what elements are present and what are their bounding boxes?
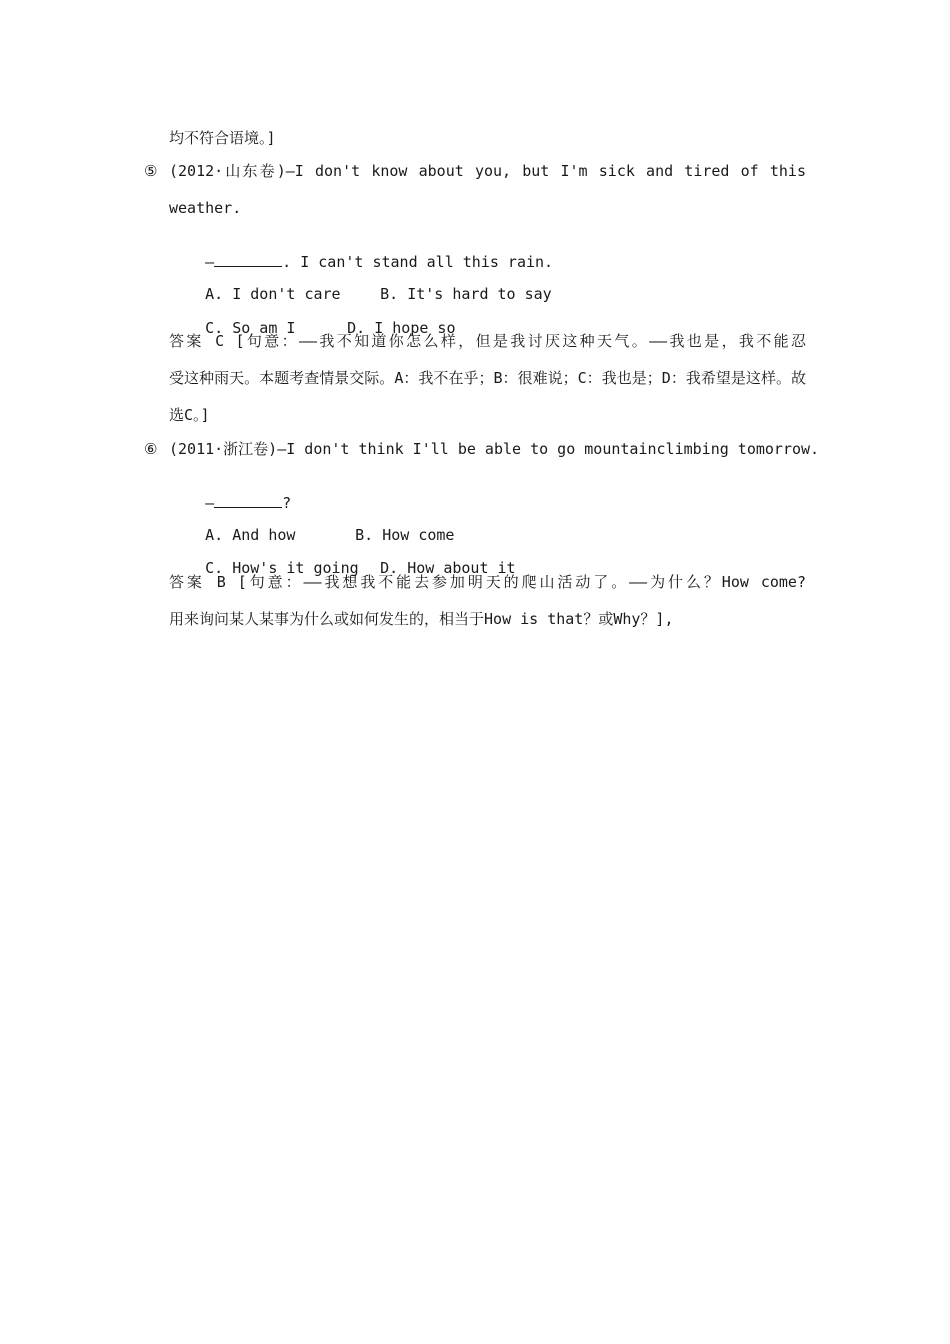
question-6-options-row2 [169, 538, 516, 577]
question-5-reply [169, 231, 554, 271]
reply-text: . I can't stand all this rain. [282, 253, 554, 271]
question-6-answer-line1: 答案 B [句意：——我想我不能去参加明天的爬山活动了。——为什么？How come? [169, 573, 806, 591]
option-c: C. So am I [205, 319, 296, 337]
question-5-options-row2 [169, 298, 456, 337]
option-a: A. And how [205, 526, 296, 544]
option-d: D. I hope so [347, 319, 456, 337]
option-a: A. I don't care [205, 285, 341, 303]
question-6-options-row1 [169, 505, 455, 544]
question-5-prompt-line1: (2012·山东卷)—I don't know about you, but I'm sick and tired of this [169, 162, 806, 180]
question-6-prompt-line1: (2011·浙江卷)—I don't think I'll be able to go mountainclimbing tomorrow. [169, 440, 820, 458]
question-5-answer-line2: 受这种雨天。本题考查情景交际。A：我不在乎；B：很难说；C：我也是；D：我希望是这样。故 [169, 369, 806, 387]
question-6-marker: ⑥ [144, 440, 158, 458]
question-5-marker: ⑤ [144, 162, 158, 180]
question-5-prompt-line2: weather. [169, 199, 242, 217]
question-6-answer-line2: 用来询问某人某事为什么或如何发生的，相当于How is that？或Why？], [169, 610, 674, 628]
option-b: B. How come [355, 526, 455, 544]
previous-answer-tail: 均不符合语境。] [169, 129, 276, 147]
option-d: D. How about it [380, 559, 516, 577]
question-5-answer-line1: 答案 C [句意：——我不知道你怎么样，但是我讨厌这种天气。——我也是，我不能忍 [169, 332, 806, 350]
question-6-reply [169, 472, 292, 512]
reply-text: ? [282, 494, 292, 512]
reply-dash: — [205, 494, 215, 512]
question-5-options-row1 [169, 264, 552, 303]
reply-dash: — [205, 253, 215, 271]
question-5-answer-line3: 选C。] [169, 406, 210, 424]
option-b: B. It's hard to say [380, 285, 552, 303]
option-c: C. How's it going [205, 559, 359, 577]
